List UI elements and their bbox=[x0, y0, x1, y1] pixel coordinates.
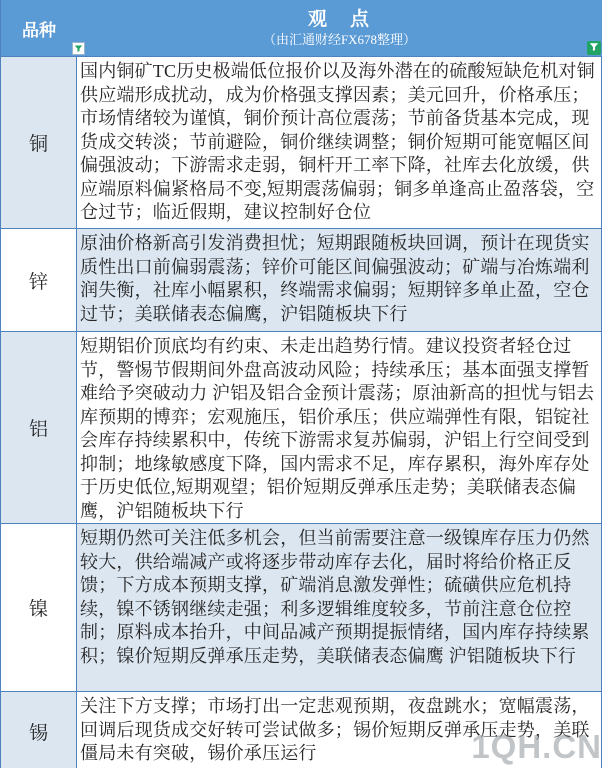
header-view-cell bbox=[77, 0, 602, 56]
table-row bbox=[1, 524, 602, 692]
view-cell bbox=[77, 692, 602, 768]
table-filter-button[interactable] bbox=[587, 41, 601, 55]
header-variety-cell bbox=[1, 0, 77, 56]
variety-column-label: 品种 bbox=[22, 20, 56, 40]
view-text: 短期铝价顶底均有约束、未走出趋势行情。建议投资者轻仓过节，警惕节假期间外盘高波动风险；持续承压；基本面强支撑暂难给予突破动力 沪铝及铝合金预计震荡；原油新高的担忧与铝去库预期的博弈；宏观施压，铝价承压；供应端弹性有限，铝锭社会库存持续累积中，传统下游需求复苏偏弱，沪铝上行空间受到抑制；地缘敏感度下降，国内需求不足，库存累积，海外库存处于历史低位,短期观望；铝价短期反弹承压走势；美联储表态偏鹰，沪铝随板块下行 bbox=[80, 336, 595, 521]
variety-label: 铜 bbox=[28, 134, 48, 155]
filter-icon bbox=[589, 39, 599, 57]
view-cell bbox=[77, 57, 602, 229]
variety-cell bbox=[1, 57, 77, 229]
view-cell bbox=[77, 332, 602, 524]
variety-cell bbox=[1, 332, 77, 524]
view-text: 国内铜矿TC历史极端低位报价以及海外潜在的硫酸短缺危机对铜供应端形成扰动，成为价格强支撑因素；美元回升，价格承压；市场情绪较为谨慎，铜价预计高位震荡；节前备货基本完成，现货成交转淡；节前避险，铜价继续调整；铜价短期可能宽幅区间偏强波动；下游需求走弱，铜杆开工率下降，社库去化放缓，供应端原料偏紧格局不变,短期震荡偏弱；铜多单逢高止盈落袋，空仓过节；临近假期，建议控制好仓位 bbox=[80, 61, 595, 222]
view-text: 原油价格新高引发消费担忧；短期跟随板块回调，预计在现货实质性出口前偏弱震荡；锌价可能区间偏强波动；矿端与冶炼端利润失衡，社库小幅累积，终端需求偏弱；短期锌多单止盈，空仓过节；美联储表态偏鹰，沪铝随板块下行 bbox=[80, 233, 590, 324]
table-row bbox=[1, 692, 602, 768]
view-cell bbox=[77, 229, 602, 332]
site-watermark: 1QH.CN bbox=[471, 728, 602, 765]
table-row bbox=[1, 57, 602, 229]
view-text: 关注下方支撑；市场打出一定悲观预期，夜盘跳水；宽幅震荡，回调后现货成交好转可尝试做多；锡价短期反弹承压走势，美联僵局未有突破，锡价承压运行 bbox=[80, 696, 590, 763]
table-header-row bbox=[1, 0, 602, 57]
variety-label: 镍 bbox=[28, 599, 48, 620]
view-column-subtitle: （由汇通财经FX678整理） bbox=[262, 31, 417, 47]
table-row bbox=[1, 332, 602, 524]
autofilter-dropdown-button[interactable] bbox=[72, 42, 85, 55]
view-column-title: 观 点 bbox=[307, 9, 371, 30]
variety-cell bbox=[1, 524, 77, 692]
variety-cell bbox=[1, 229, 77, 332]
variety-cell bbox=[1, 692, 77, 768]
filter-dropdown-icon bbox=[74, 41, 83, 56]
view-cell bbox=[77, 524, 602, 692]
table-row bbox=[1, 229, 602, 332]
view-text: 短期仍然可关注低多机会，但当前需要注意一级镍库存压力仍然较大，供给端减产或将逐步带动库存去化，届时将给价格正反馈；下方成本预期支撑，矿端消息激发弹性；硫磺供应危机持续，镍不锈钢继续走强；利多逻辑维度较多，节前注意仓位控制；原料成本抬升，中间品减产预期提振情绪，国内库存持续累积；镍价短期反弹承压走势，美联储表态偏鹰 沪铝随板块下行 bbox=[80, 528, 590, 666]
variety-label: 锌 bbox=[28, 271, 48, 293]
variety-label: 铝 bbox=[28, 419, 48, 440]
variety-label: 锡 bbox=[28, 723, 48, 744]
